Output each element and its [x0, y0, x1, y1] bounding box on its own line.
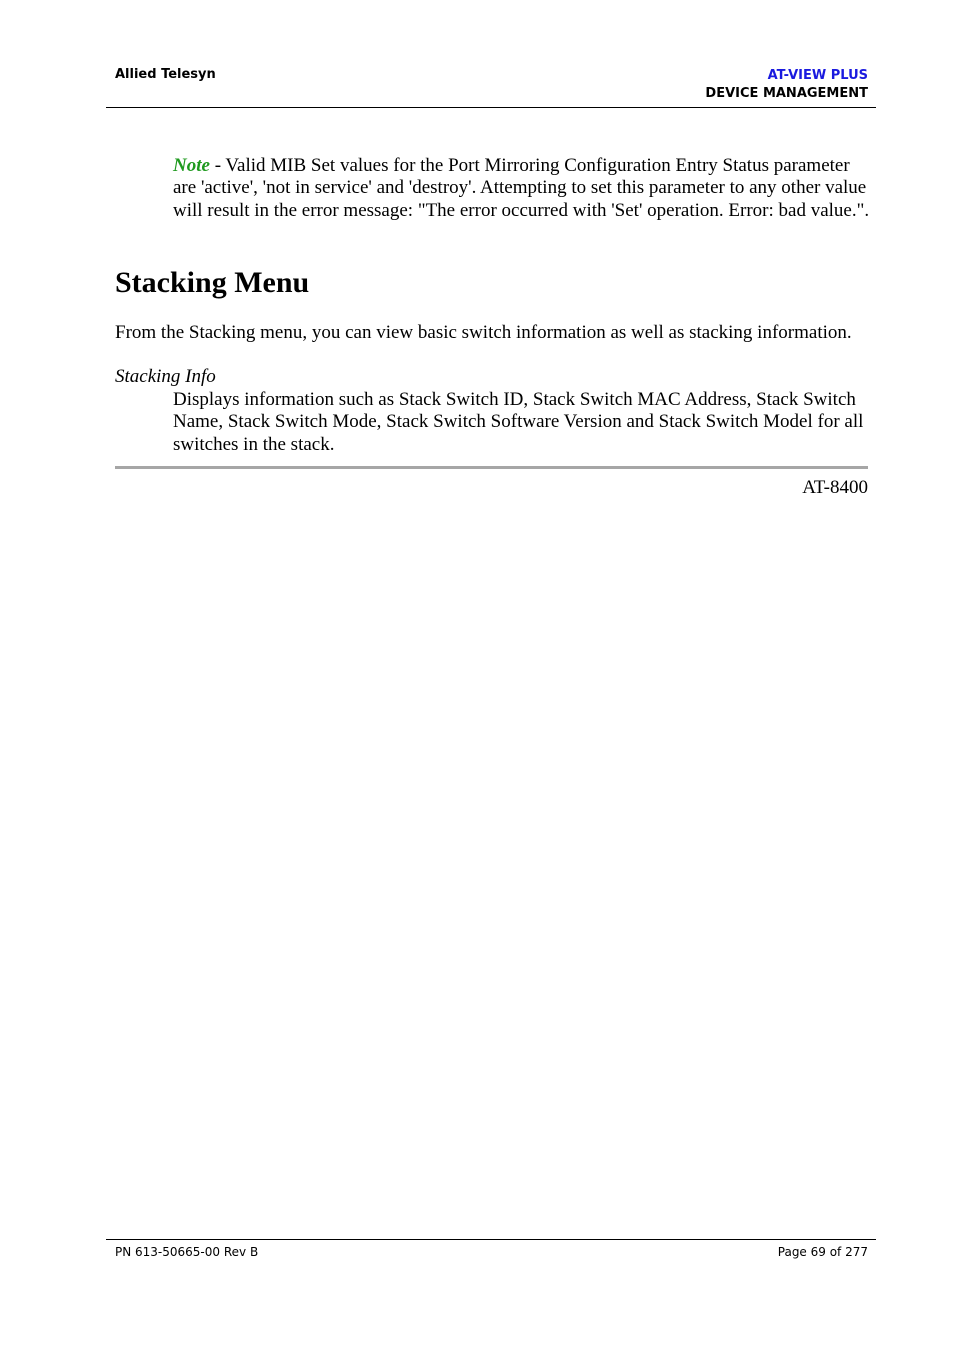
section-divider — [115, 466, 868, 469]
section-intro: From the Stacking menu, you can view basic switch information as well as stacking information. — [115, 322, 852, 343]
note-label: Note — [173, 155, 210, 176]
header-title-block — [705, 67, 868, 103]
header-company: Allied Telesyn — [115, 67, 216, 82]
footer-page-number: Page 69 of 277 — [777, 1245, 868, 1259]
definition-term: Stacking Info — [115, 366, 216, 387]
note-paragraph — [173, 155, 873, 222]
section-title: Stacking Menu — [115, 266, 310, 299]
definition-description: Displays information such as Stack Switch ID, Stack Switch MAC Address, Stack Switch Name, Stack Switch Mode, Stack Switch Software Version and Stack Switch Model for all switches in the stack. — [173, 389, 864, 455]
note-text: - Valid MIB Set values for the Port Mirroring Configuration Entry Status parameter are 'active', 'not in service' and 'destroy'. Attempting to set this parameter to any other value will result in the error message: "The error occurred with 'Set' operation. Error: bad value.". — [173, 155, 870, 221]
model-label: AT-8400 — [802, 477, 868, 498]
footer-divider — [106, 1239, 876, 1240]
footer-part-number: PN 613-50665-00 Rev B — [115, 1245, 259, 1259]
header-section: DEVICE MANAGEMENT — [705, 86, 868, 101]
header-divider — [106, 107, 876, 108]
header-product: AT-VIEW PLUS — [767, 68, 868, 83]
